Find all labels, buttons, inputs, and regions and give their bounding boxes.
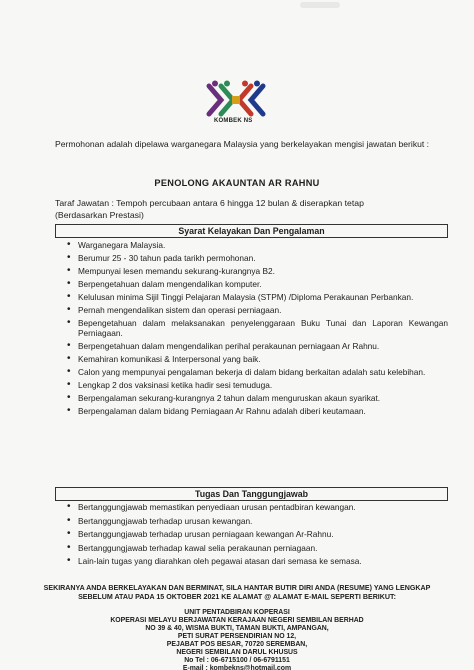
list-item: • Lain-lain tugas yang diarahkan oleh pegawai atasan dari semasa ke semasa. [67,556,448,566]
list-item: • Berpengetahuan dalam mengendalikan perihal perakaunan perniagaan Ar Rahnu. [67,341,448,351]
taraf-jawatan: Taraf Jawatan : Tempoh percubaan antara 6 hingga 12 bulan & diserapkan tetap (Berdasarkan Prestasi) [55,198,364,220]
list-item: • Kelulusan minima Sijil Tinggi Pelajaran Malaysia (STPM) /Diploma Perakaunan Perbankan. [67,292,448,302]
email-line: E-mail : kombekns@hotmail.com [182,665,292,670]
intro-text: Permohonan adalah dipelawa warganegara Malaysia yang berkelayakan mengisi jawatan berikut : [55,139,430,149]
list-item: • Bepengetahuan dalam melaksanakan penyelenggaraan Buku Tunai dan Laporan Kewangan Perniagaan. [67,318,448,339]
address-line: KOPERASI MELAYU BERJAWATAN KERAJAAN NEGERI SEMBILAN BERHAD [110,617,364,624]
address-line: NO 39 & 40, WISMA BUKTI, TAMAN BUKTI, AMPANGAN, [145,625,329,632]
address-line: PETI SURAT PERSENDIRIAN NO 12, [177,633,297,640]
list-item: • Berpengetahuan dalam mengendalikan komputer. [67,279,448,289]
list-item: • Bertanggungjawab terhadap urusan perniagaan kewangan Ar-Rahnu. [67,529,448,539]
list-item: • Kemahiran komunikasi & Interpersonal yang baik. [67,354,448,364]
scan-smudge [300,2,340,8]
list-item: • Berpengalaman sekurang-kurangnya 2 tahun dalam menguruskan akaun syarikat. [67,393,448,403]
list-item: • Pernah mengendalikan sistem dan operasi perniagaan. [67,305,448,315]
list-item: • Berumur 25 - 30 tahun pada tarikh permohonan. [67,253,448,263]
section-heading-kelayakan: Syarat Kelayakan Dan Pengalaman [55,224,448,238]
list-item: • Mempunyai lesen memandu sekurang-kurangnya B2. [67,266,448,276]
list-item: • Warganegara Malaysia. [67,240,448,250]
list-item: • Lengkap 2 dos vaksinasi ketika hadir sesi temuduga. [67,380,448,390]
address-block [0,609,474,670]
address-line: NEGERI SEMBILAN DARUL KHUSUS [176,649,298,656]
job-title: PENOLONG AKAUNTAN AR RAHNU [154,178,320,188]
kelayakan-list [67,240,448,419]
list-item: • Bertanggungjawab terhadap urusan kewangan. [67,516,448,526]
list-item: • Bertanggungjawab memastikan penyediaan urusan pentadbiran kewangan. [67,502,448,512]
address-line: PEJABAT POS BESAR, 70720 SEREMBAN, [166,641,308,648]
application-notice: SEKIRANYA ANDA BERKELAYAKAN DAN BERMINAT, SILA HANTAR BUTIR DIRI ANDA (RESUME) YANG LENGKAP SEBELUM ATAU PADA 15 OKTOBER 2021 KE ALAMAT @ ALAMAT E-MAIL SEPERTI BERIKUT: [43,584,431,602]
phone-line: No Tel : 06-6715100 / 06-6791151 [184,657,290,664]
list-item: • Bertanggungjawab terhadap kawal selia perakaunan perniagaan. [67,543,448,553]
list-item: • Calon yang mempunyai pengalaman bekerja di dalam bidang berkaitan adalah satu kelebihan. [67,367,448,377]
address-line: UNIT PENTADBIRAN KOPERASI [184,609,290,616]
logo-name: KOMBEK NS [214,118,253,124]
section-heading-tugas: Tugas Dan Tanggungjawab [55,487,448,501]
tugas-list [67,502,448,570]
list-item: • Berpengalaman dalam bidang Perniagaan Ar Rahnu adalah diberi keutamaan. [67,406,448,416]
